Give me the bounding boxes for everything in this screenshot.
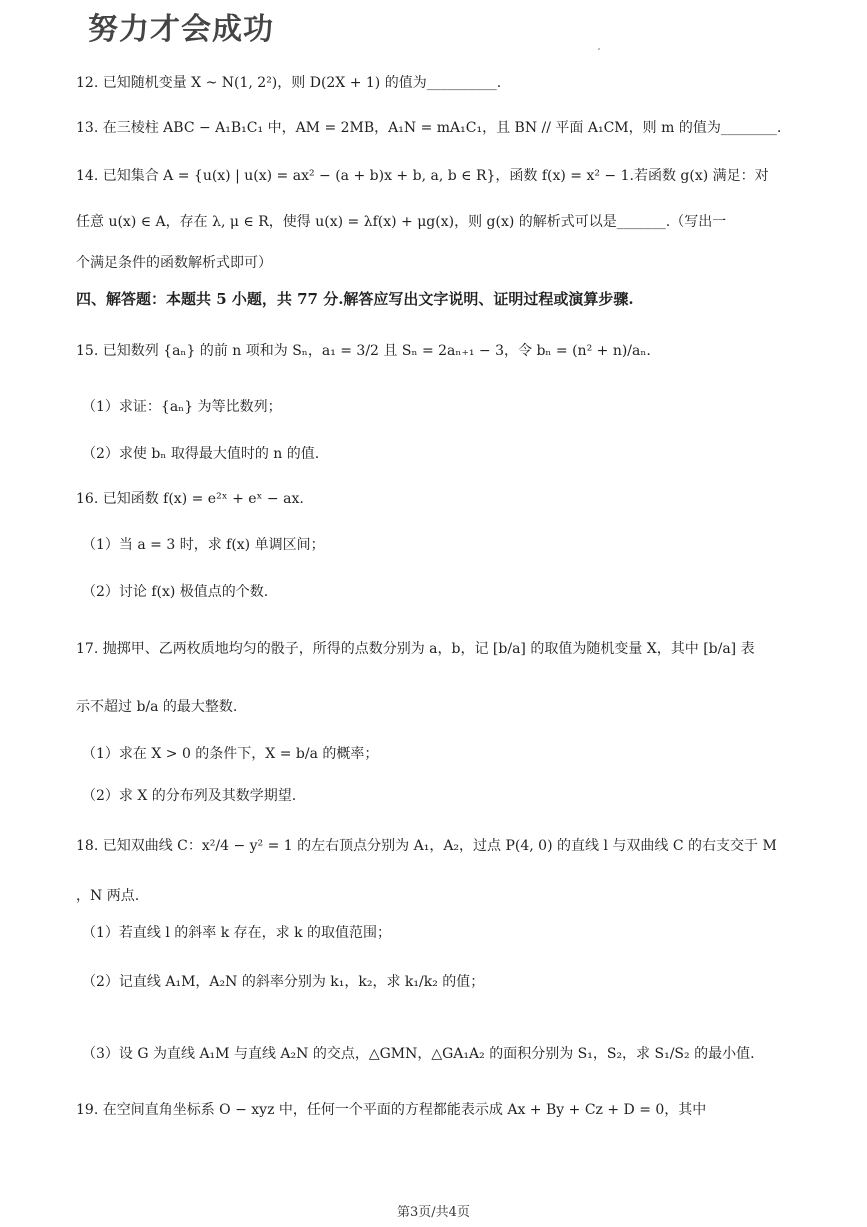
text-line: 任意 u(x) ∈ A，存在 λ, μ ∈ R，使得 u(x) = λf(x) + μg(x)，则 g(x) 的解析式可以是_______.（写出一 [76,214,727,230]
scan-speck [598,48,600,50]
text-line: 13. 在三棱柱 ABC − A₁B₁C₁ 中，AM = 2MB，A₁N = mA₁C₁，且 BN // 平面 A₁CM，则 m 的值为________. [76,120,782,136]
text-line: 14. 已知集合 A = {u(x) | u(x) = ax² − (a + b)x + b, a, b ∈ R}，函数 f(x) = x² − 1.若函数 g(x) 满足：对 [76,168,769,184]
text-line: （1）求证：{aₙ} 为等比数列； [82,399,282,415]
text-line: 示不超过 b/a 的最大整数. [76,699,238,715]
text-line: （1）求在 X > 0 的条件下，X = b/a 的概率； [82,746,379,762]
text-line: 16. 已知函数 f(x) = e²ˣ + eˣ − ax. [76,491,304,507]
watermark-logo: 努力才会成功 [88,12,274,47]
text-line: 个满足条件的函数解析式即可） [76,255,272,271]
text-line: （3）设 G 为直线 A₁M 与直线 A₂N 的交点，△GMN，△GA₁A₂ 的面积分别为 S₁，S₂，求 S₁/S₂ 的最小值. [82,1046,755,1062]
text-line: ，N 两点. [76,888,140,904]
text-line: （2）求 X 的分布列及其数学期望. [82,788,297,804]
text-line: 12. 已知随机变量 X ~ N(1, 2²)，则 D(2X + 1) 的值为__________. [76,75,502,91]
text-line: （1）若直线 l 的斜率 k 存在，求 k 的取值范围； [82,925,392,941]
text-line: 18. 已知双曲线 C：x²/4 − y² = 1 的左右顶点分别为 A₁，A₂，过点 P(4, 0) 的直线 l 与双曲线 C 的右支交于 M [76,838,777,854]
text-line: 19. 在空间直角坐标系 O − xyz 中，任何一个平面的方程都能表示成 Ax + By + Cz + D = 0，其中 [76,1102,707,1118]
text-line: 15. 已知数列 {aₙ} 的前 n 项和为 Sₙ，a₁ = 3/2 且 Sₙ = 2aₙ₊₁ − 3，令 bₙ = (n² + n)/aₙ. [76,343,651,359]
text-line: （2）记直线 A₁M，A₂N 的斜率分别为 k₁，k₂，求 k₁/k₂ 的值； [82,974,485,990]
page-footer: 第3页/共4页 [397,1205,470,1220]
section-heading: 四、解答题：本题共 5 小题，共 77 分.解答应写出文字说明、证明过程或演算步骤. [76,290,634,308]
text-line: （2）求使 bₙ 取得最大值时的 n 的值. [82,446,320,462]
text-line: （2）讨论 f(x) 极值点的个数. [82,584,269,600]
text-line: 17. 抛掷甲、乙两枚质地均匀的骰子，所得的点数分别为 a，b，记 [b/a] 的取值为随机变量 X，其中 [b/a] 表 [76,641,755,657]
text-line: （1）当 a = 3 时，求 f(x) 单调区间； [82,537,325,553]
